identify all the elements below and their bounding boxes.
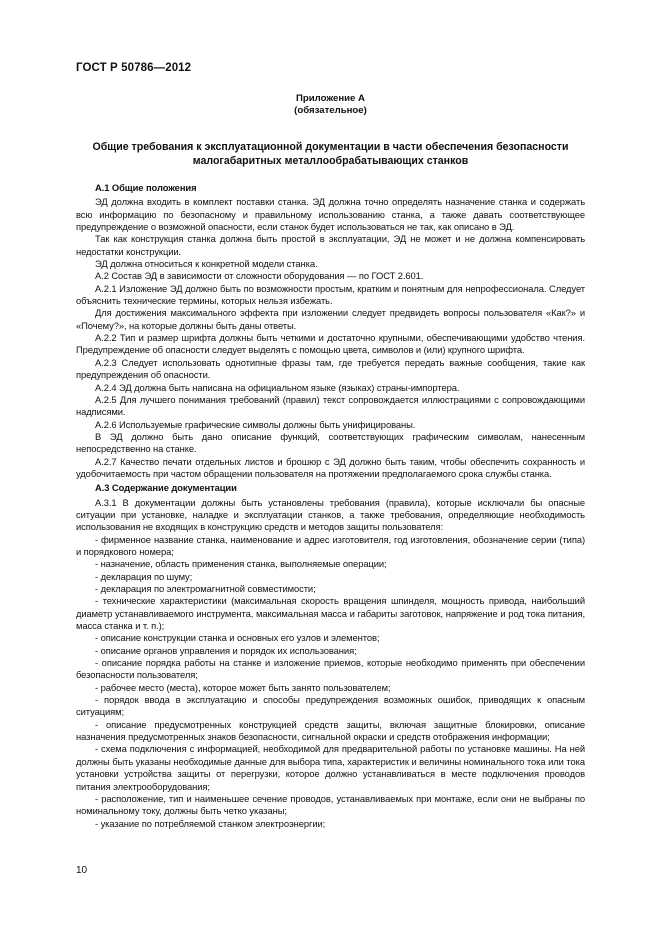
body-paragraph: - описание органов управления и порядок их использования; xyxy=(95,644,357,656)
body-paragraph: ЭД должна входить в комплект поставки станка. ЭД должна точно определять назначение станка и содержать всю информацию по безопасному и правильному использованию станка, а также давать соответствующее предупреждение о возможной опасности, если станок будет использоваться не так, как описано в ЭД. xyxy=(76,196,585,233)
body-paragraph: - фирменное название станка, наименование и адрес изготовителя, год изготовления, обозначение серии (типа) и порядкового номера; xyxy=(76,533,585,557)
document-title-line-1: Общие требования к эксплуатационной документации в части обеспечения безопасности xyxy=(92,141,569,153)
body-paragraph: - расположение, тип и наименьшее сечение проводов, устанавливаемых при монтаже, если они не выбраны по номинальному току, должны быть четко указаны; xyxy=(76,792,585,817)
body-paragraph: - декларация по шуму; xyxy=(95,570,193,582)
section-heading: А.3 Содержание документации xyxy=(95,482,237,494)
body-paragraph: А.3.1 В документации должны быть установлены требования (правила), которые исключали бы опасные ситуации при установке, наладке и эксплуатации станков, а также требования, определяющие необходимость использования не входящих в конструкцию средств и методов защиты пользователя: xyxy=(76,496,585,533)
body-paragraph: А.2.1 Изложение ЭД должно быть по возможности простым, кратким и понятным для непрофессионала. Следует объяснить технические термины, которых нельзя избежать. xyxy=(76,282,585,307)
body-paragraph: В ЭД должно быть дано описание функций, соответствующих графическим символам, нанесенным непосредственно на станке. xyxy=(76,430,585,455)
body-paragraph: - описание порядка работы на станке и изложение приемов, которые необходимо применять при обеспечении безопасности пользователя; xyxy=(76,657,585,681)
body-paragraph: - декларация по электромагнитной совместимости; xyxy=(95,583,316,594)
appendix-status: (обязательное) xyxy=(294,105,367,116)
body-paragraph: - назначение, область применения станка, выполняемые операции; xyxy=(95,558,387,570)
page-number: 10 xyxy=(76,865,88,876)
body-paragraph: А.2.3 Следует использовать однотипные фразы там, где требуется передать важные сообщения, такие как предупреждения об опасности. xyxy=(76,356,585,381)
body-paragraph: Так как конструкция станка должна быть простой в эксплуатации, ЭД не может и не должна компенсировать недостатки конструкции. xyxy=(76,233,585,257)
body-paragraph: А.2.4 ЭД должна быть написана на официальном языке (языках) страны-импортера. xyxy=(95,381,460,393)
appendix-title: Приложение А xyxy=(296,93,365,104)
document-title-line-2: малогабаритных металлообрабатывающих станков xyxy=(192,154,469,167)
appendix-heading xyxy=(76,93,585,117)
body-paragraph: - описание конструкции станка и основных его узлов и элементов; xyxy=(95,632,380,644)
document-title xyxy=(76,141,585,168)
document-standard-header: ГОСТ Р 50786—2012 xyxy=(76,62,192,74)
body-paragraph: - технические характеристики (максимальная скорость вращения шпинделя, мощность привода, наибольший диаметр устанавливаемого инструмента, максимальная масса и габариты заготовок, напряжение и род тока питания, масса станка и т. п.); xyxy=(76,595,585,632)
body-paragraph: Для достижения максимального эффекта при изложении следует предвидеть вопросы пользователя «Как?» и «Почему?», на которые должны быть даны ответы. xyxy=(76,307,585,331)
section-heading: А.1 Общие положения xyxy=(95,182,197,193)
body-paragraph: ЭД должна относиться к конкретной модели станка. xyxy=(95,258,318,270)
body-paragraph: - порядок ввода в эксплуатацию и способы предупреждения возможных ошибок, приводящих к опасным ситуациям; xyxy=(76,694,585,718)
body-paragraph: - описание предусмотренных конструкцией средств защиты, включая защитные блокировки, описание назначения предусмотренных знаков безопасности, сигнальной окраски и средств отображения информации; xyxy=(76,718,585,743)
body-paragraph: А.2.2 Тип и размер шрифта должны быть четкими и достаточно крупными, обеспечивающими удобство чтения. Предупреждение об опасности следует выделять с помощью цвета, символов и (или) крупного шрифта. xyxy=(76,332,585,356)
body-paragraph: А.2.5 Для лучшего понимания требований (правил) текст сопровождается иллюстрациями с сопровождающими надписями. xyxy=(76,393,585,418)
body-paragraph: - рабочее место (места), которое может быть занято пользователем; xyxy=(95,681,391,693)
body-paragraph: - указание по потребляемой станком электроэнергии; xyxy=(95,817,326,829)
body-paragraph: А.2.6 Используемые графические символы должны быть унифицированы. xyxy=(95,418,416,430)
body-paragraph: - схема подключения с информацией, необходимой для предварительной работы по установке машины. На ней должны быть указаны необходимые данные для выбора типа, характеристик и величины номинального тока или тока установки устройства защиты от перегрузки, которое должно устанавливаться в месте подключения проводов питания электрооборудования; xyxy=(76,743,585,792)
body-paragraph: А.2 Состав ЭД в зависимости от сложности оборудования — по ГОСТ 2.601. xyxy=(95,270,424,282)
document-body xyxy=(76,180,585,830)
body-paragraph: А.2.7 Качество печати отдельных листов и брошюр с ЭД должно быть таким, чтобы обеспечить сохранность и удобочитаемость при частом обращении пользователя на протяжении предполагаемого срока службы станка. xyxy=(76,455,585,479)
